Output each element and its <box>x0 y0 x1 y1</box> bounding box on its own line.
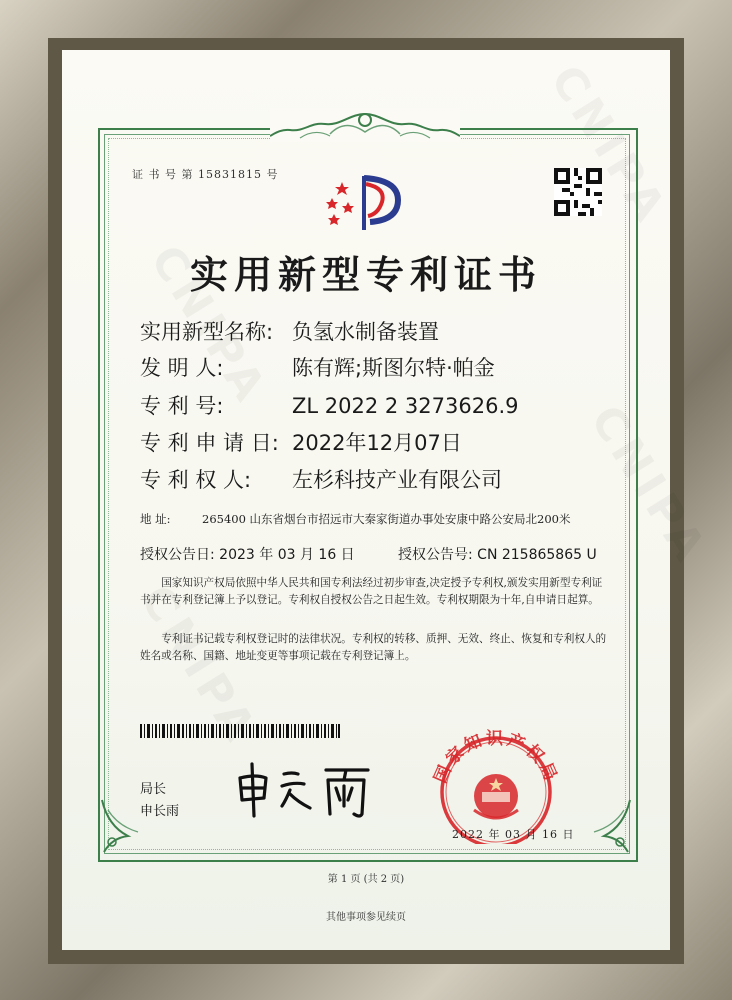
certificate-number: 证 书 号 第 15831815 号 <box>132 168 279 181</box>
grant-announcement-number: 授权公告号: CN 215865865 U <box>398 547 597 563</box>
field-address <box>140 511 571 527</box>
certificate-title: 实用新型专利证书 <box>189 253 542 297</box>
signature-icon <box>232 760 382 820</box>
certificate-paragraph: 国家知识产权局依照中华人民共和国专利法经过初步审查,决定授予专利权,颁发实用新型专利证书并在专利登记簿上予以登记。专利权自授权公告之日起生效。专利权期限为十年,自申请日起算。 <box>140 577 603 606</box>
field-value: 左杉科技产业有限公司 <box>292 468 502 492</box>
field-label: 专 利 申 请 日: <box>140 431 279 455</box>
field-value: 负氢水制备装置 <box>292 320 439 344</box>
field-utility-model-name <box>140 316 439 346</box>
field-label: 专 利 号: <box>140 394 224 418</box>
director-name: 申长雨 <box>140 804 180 819</box>
field-patent-number <box>140 390 518 420</box>
field-label: 实用新型名称: <box>140 320 274 344</box>
field-value: 陈有辉;斯图尔特·帕金 <box>292 356 495 380</box>
field-label: 地 址: <box>140 512 171 526</box>
field-label: 发 明 人: <box>140 356 224 380</box>
field-value: 265400 山东省烟台市招远市大秦家街道办事处安康中路公安局北200米 <box>202 512 571 526</box>
barcode-icon <box>140 724 340 738</box>
page-number: 第 1 页 (共 2 页) <box>327 874 405 885</box>
field-application-date <box>140 427 462 457</box>
field-value: 2022年12月07日 <box>292 431 462 455</box>
director-title: 局长 <box>140 782 167 797</box>
field-inventor <box>140 352 495 382</box>
cnipa-logo-icon <box>320 170 410 236</box>
certificate-paragraph: 专利证书记载专利权登记时的法律状况。专利权的转移、质押、无效、终止、恢复和专利权人的姓名或名称、国籍、地址变更等事项记载在专利登记簿上。 <box>140 633 607 662</box>
corner-ornament-icon <box>574 796 634 856</box>
footer-note: 其他事项参见续页 <box>326 912 406 923</box>
seal-text: 国家知识产权局 <box>430 729 562 787</box>
field-patentee <box>140 464 502 494</box>
qr-code-icon <box>554 168 602 216</box>
field-value: ZL 2022 2 3273626.9 <box>292 394 519 418</box>
grant-announcement-date: 授权公告日: 2023 年 03 月 16 日 <box>140 547 355 563</box>
seal-date: 2022 年 03 月 16 日 <box>452 828 575 841</box>
field-label: 专 利 权 人: <box>140 468 252 492</box>
top-ornament-icon <box>270 108 460 142</box>
